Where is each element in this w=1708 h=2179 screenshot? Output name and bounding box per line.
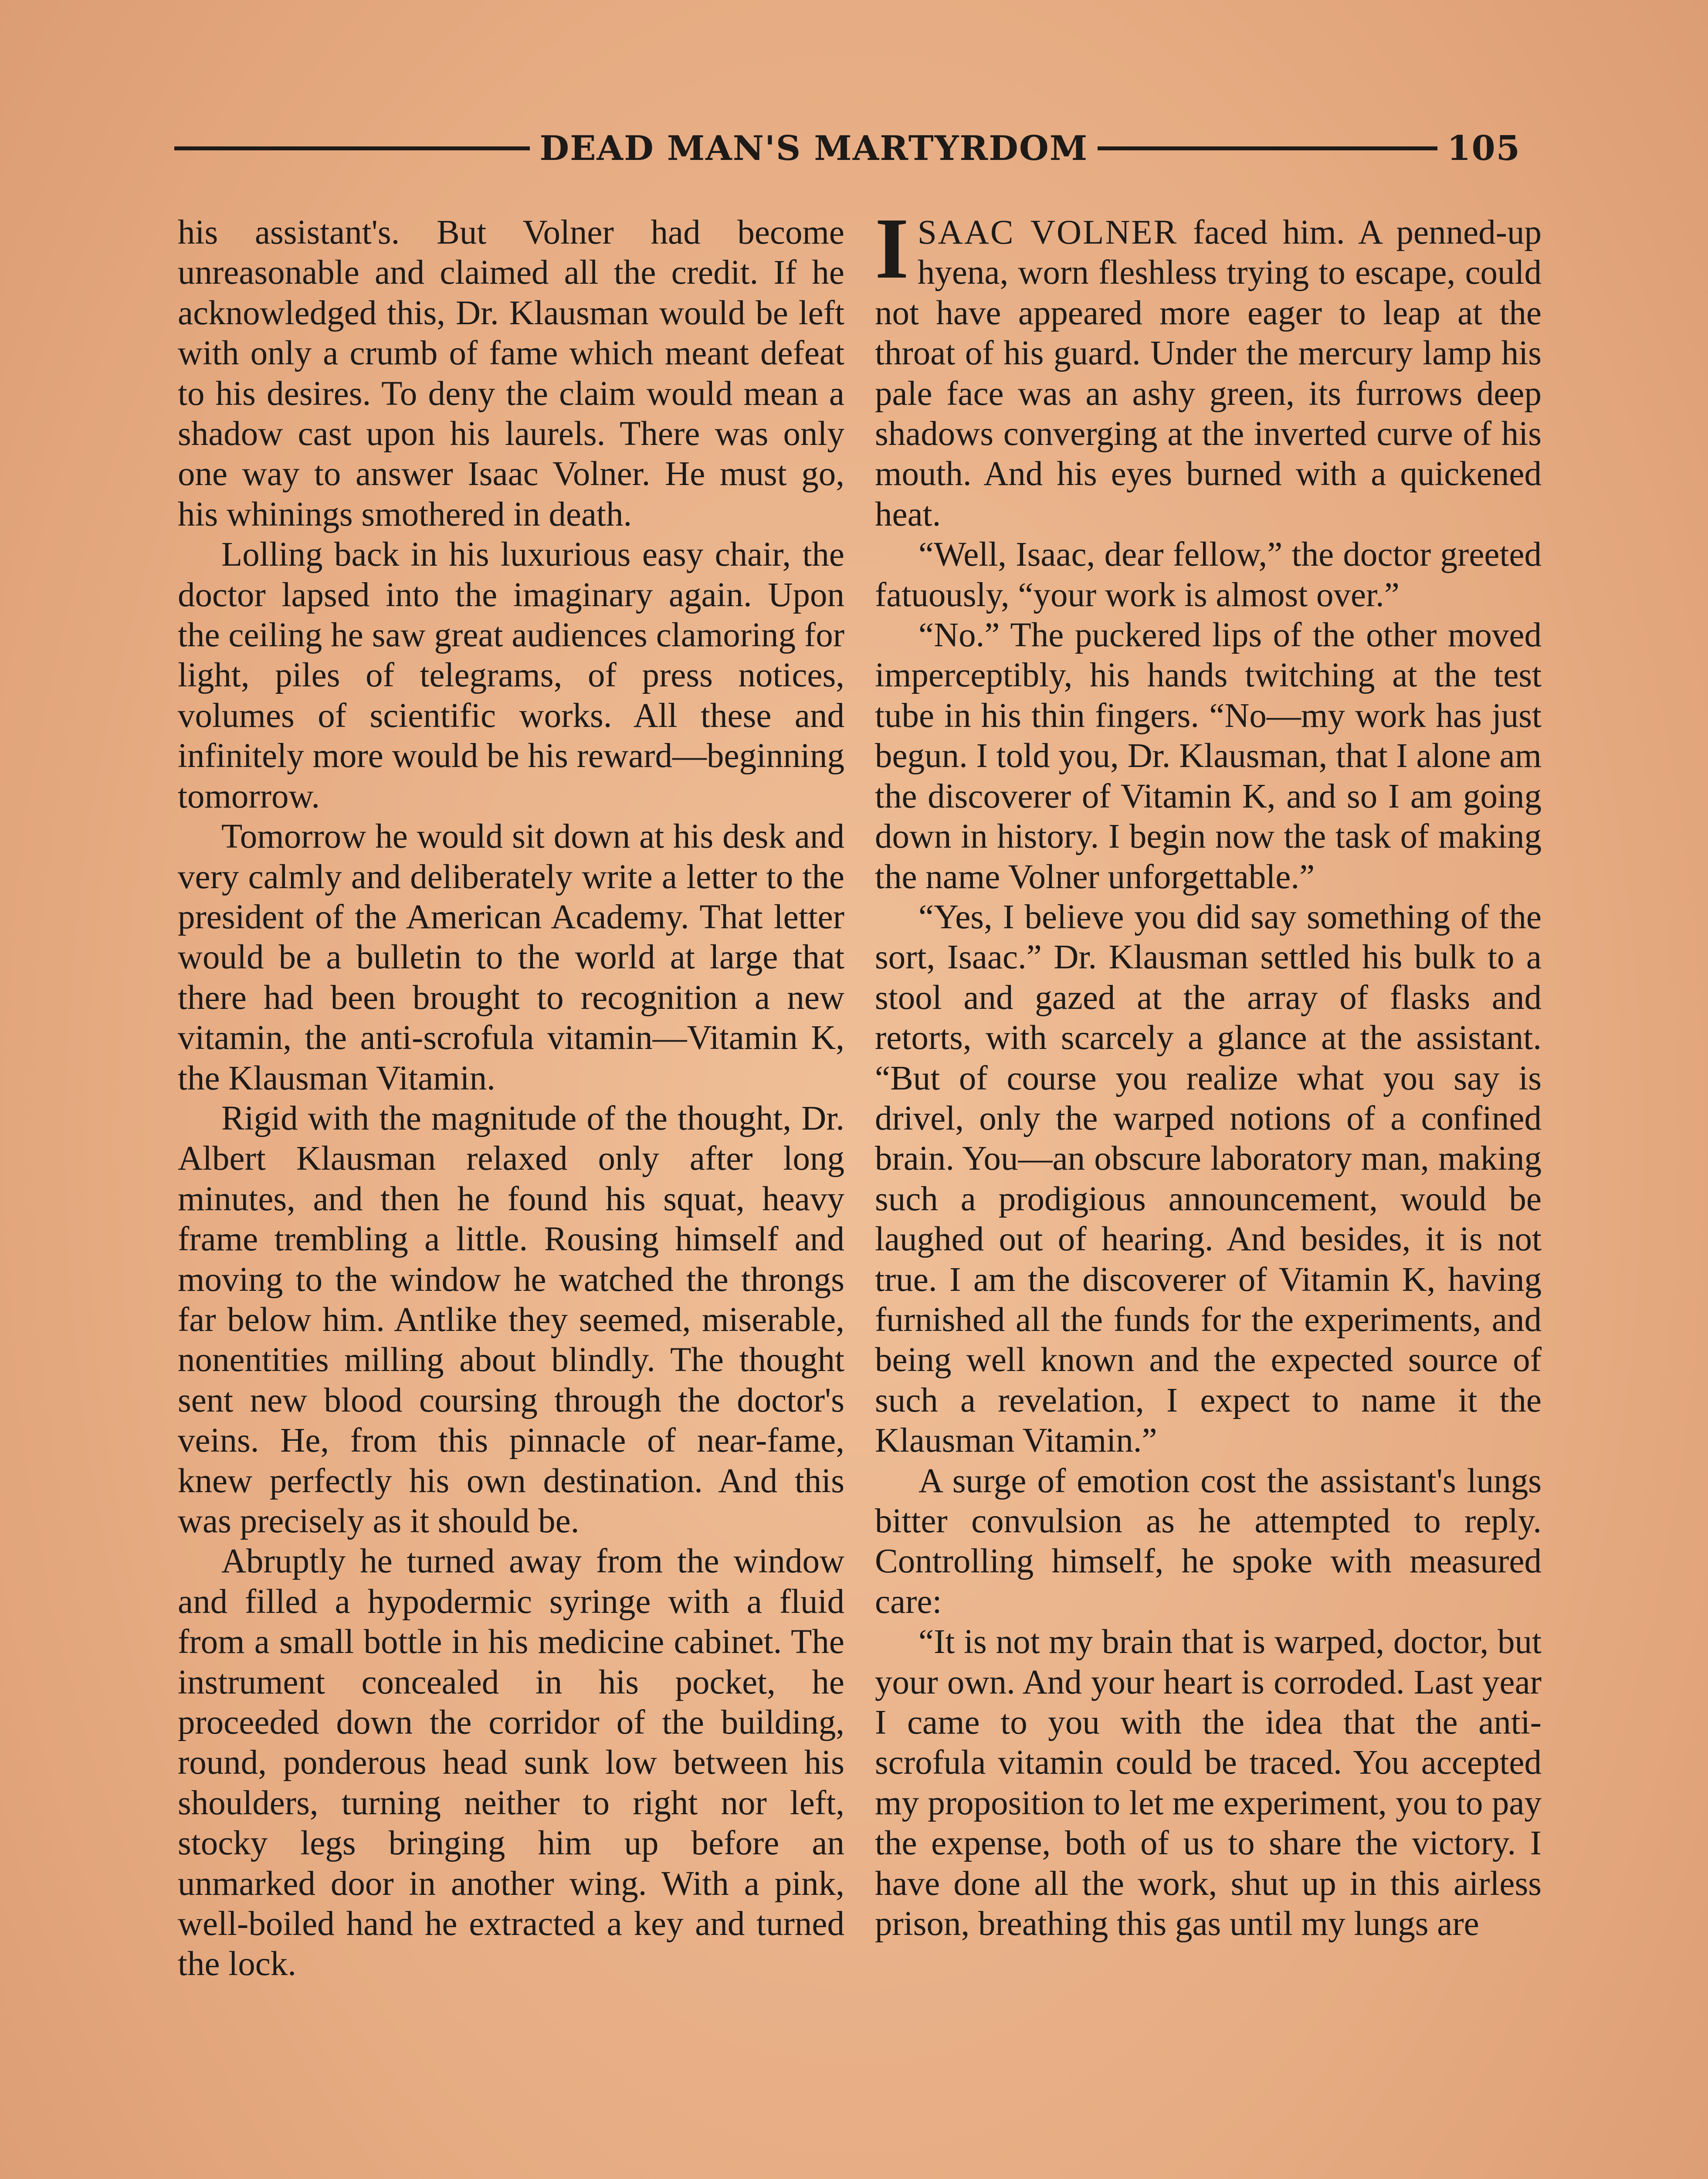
paragraph: “Yes, I believe you did say something of the sort, Isaac.” Dr. Klausman settled his bulk to a stool and gazed at the array of flasks and retorts, with scarcely a glance at the assistant. “But of course you realize what you say is drivel, only the warped notions of a confined brain. You—an obscure laboratory man, making such a prodigious announcement, would be laughed out of hearing. And besides, it is not true. I am the discoverer of Vitamin K, having furnished all the funds for the experiments, and being well known and the expected source of such a revelation, I expect to name it the Klausman Vitamin.” <box>875 898 1542 1460</box>
lead-in-caps: SAAC VOLNER <box>917 214 1178 251</box>
section-opening-paragraph <box>875 200 1542 535</box>
paragraph: Rigid with the magnitude of the thought, Dr. Albert Klausman relaxed only after long minutes, and then he found his squat, heavy frame trembling a little. Rousing himself and moving to the window he watched the throngs far below him. Antlike they seemed, miserable, nonentities milling about blindly. The thought sent new blood coursing through the doctor's veins. He, from this pinnacle of near-fame, knew perfectly his own destination. And this was precisely as it should be. <box>178 1099 844 1540</box>
page-number: 105 <box>1447 128 1521 168</box>
drop-cap: I <box>875 200 909 297</box>
running-header <box>174 124 1521 172</box>
lead-in-text: faced him. A penned-up hyena, worn fleshless trying to escape, could not have appeared more eager to leap at the throat of his guard. Under the mercury lamp his pale face was an ashy green, its furrows deep shadows converging at the inverted curve of his mouth. And his eyes burned with a quickened heat. <box>875 214 1542 533</box>
right-column <box>875 200 1542 1944</box>
paragraph: “It is not my brain that is warped, doctor, but your own. And your heart is corroded. Last year I came to you with the idea that the anti-scrofula vitamin could be traced. You accepted my proposition to let me experiment, you to pay the expense, both of us to share the victory. I have done all the work, shut up in this airless prison, breathing this gas until my lungs are <box>875 1623 1542 1943</box>
story-title: DEAD MAN'S MARTYRDOM <box>539 128 1088 168</box>
paragraph: Abruptly he turned away from the window and filled a hypodermic syringe with a fluid from a small bottle in his medicine cabinet. The instrument concealed in his pocket, he proceeded down the corridor of the building, round, ponderous head sunk low between his shoulders, turning neither to right nor left, stocky legs bringing him up before an unmarked door in another wing. With a pink, well-boiled hand he extracted a key and turned the lock. <box>178 1542 844 1983</box>
paragraph: Lolling back in his luxurious easy chair, the doctor lapsed into the imaginary again. Upon the ceiling he saw great audiences clamoring for light, piles of telegrams, of press notices, volumes of scientific works. All these and infinitely more would be his reward—beginning tomorrow. <box>178 536 844 815</box>
header-rule-left <box>174 146 530 150</box>
left-column <box>178 213 844 1985</box>
paragraph: “Well, Isaac, dear fellow,” the doctor greeted fatuously, “your work is almost over.” <box>875 536 1542 614</box>
paragraph: “No.” The puckered lips of the other moved imperceptibly, his hands twitching at the test tube in his thin fingers. “No—my work has just begun. I told you, Dr. Klausman, that I alone am the discoverer of Vitamin K, and so I am going down in history. I begin now the task of making the name Volner unforgettable.” <box>875 616 1542 896</box>
paragraph: A surge of emotion cost the assistant's lungs bitter convulsion as he attempted to reply. Controlling himself, he spoke with measured care: <box>875 1462 1542 1621</box>
paragraph: his assistant's. But Volner had become unreasonable and claimed all the credit. If he acknowledged this, Dr. Klausman would be left with only a crumb of fame which meant defeat to his desires. To deny the claim would mean a shadow cast upon his laurels. There was only one way to answer Isaac Volner. He must go, his whinings smothered in death. <box>178 214 844 533</box>
paragraph: Tomorrow he would sit down at his desk and very calmly and deliberately write a letter to the president of the American Academy. That letter would be a bulletin to the world at large that there had been brought to recognition a new vitamin, the anti-scrofula vitamin—Vitamin K, the Klausman Vitamin. <box>178 818 844 1097</box>
header-rule-right <box>1098 146 1437 150</box>
